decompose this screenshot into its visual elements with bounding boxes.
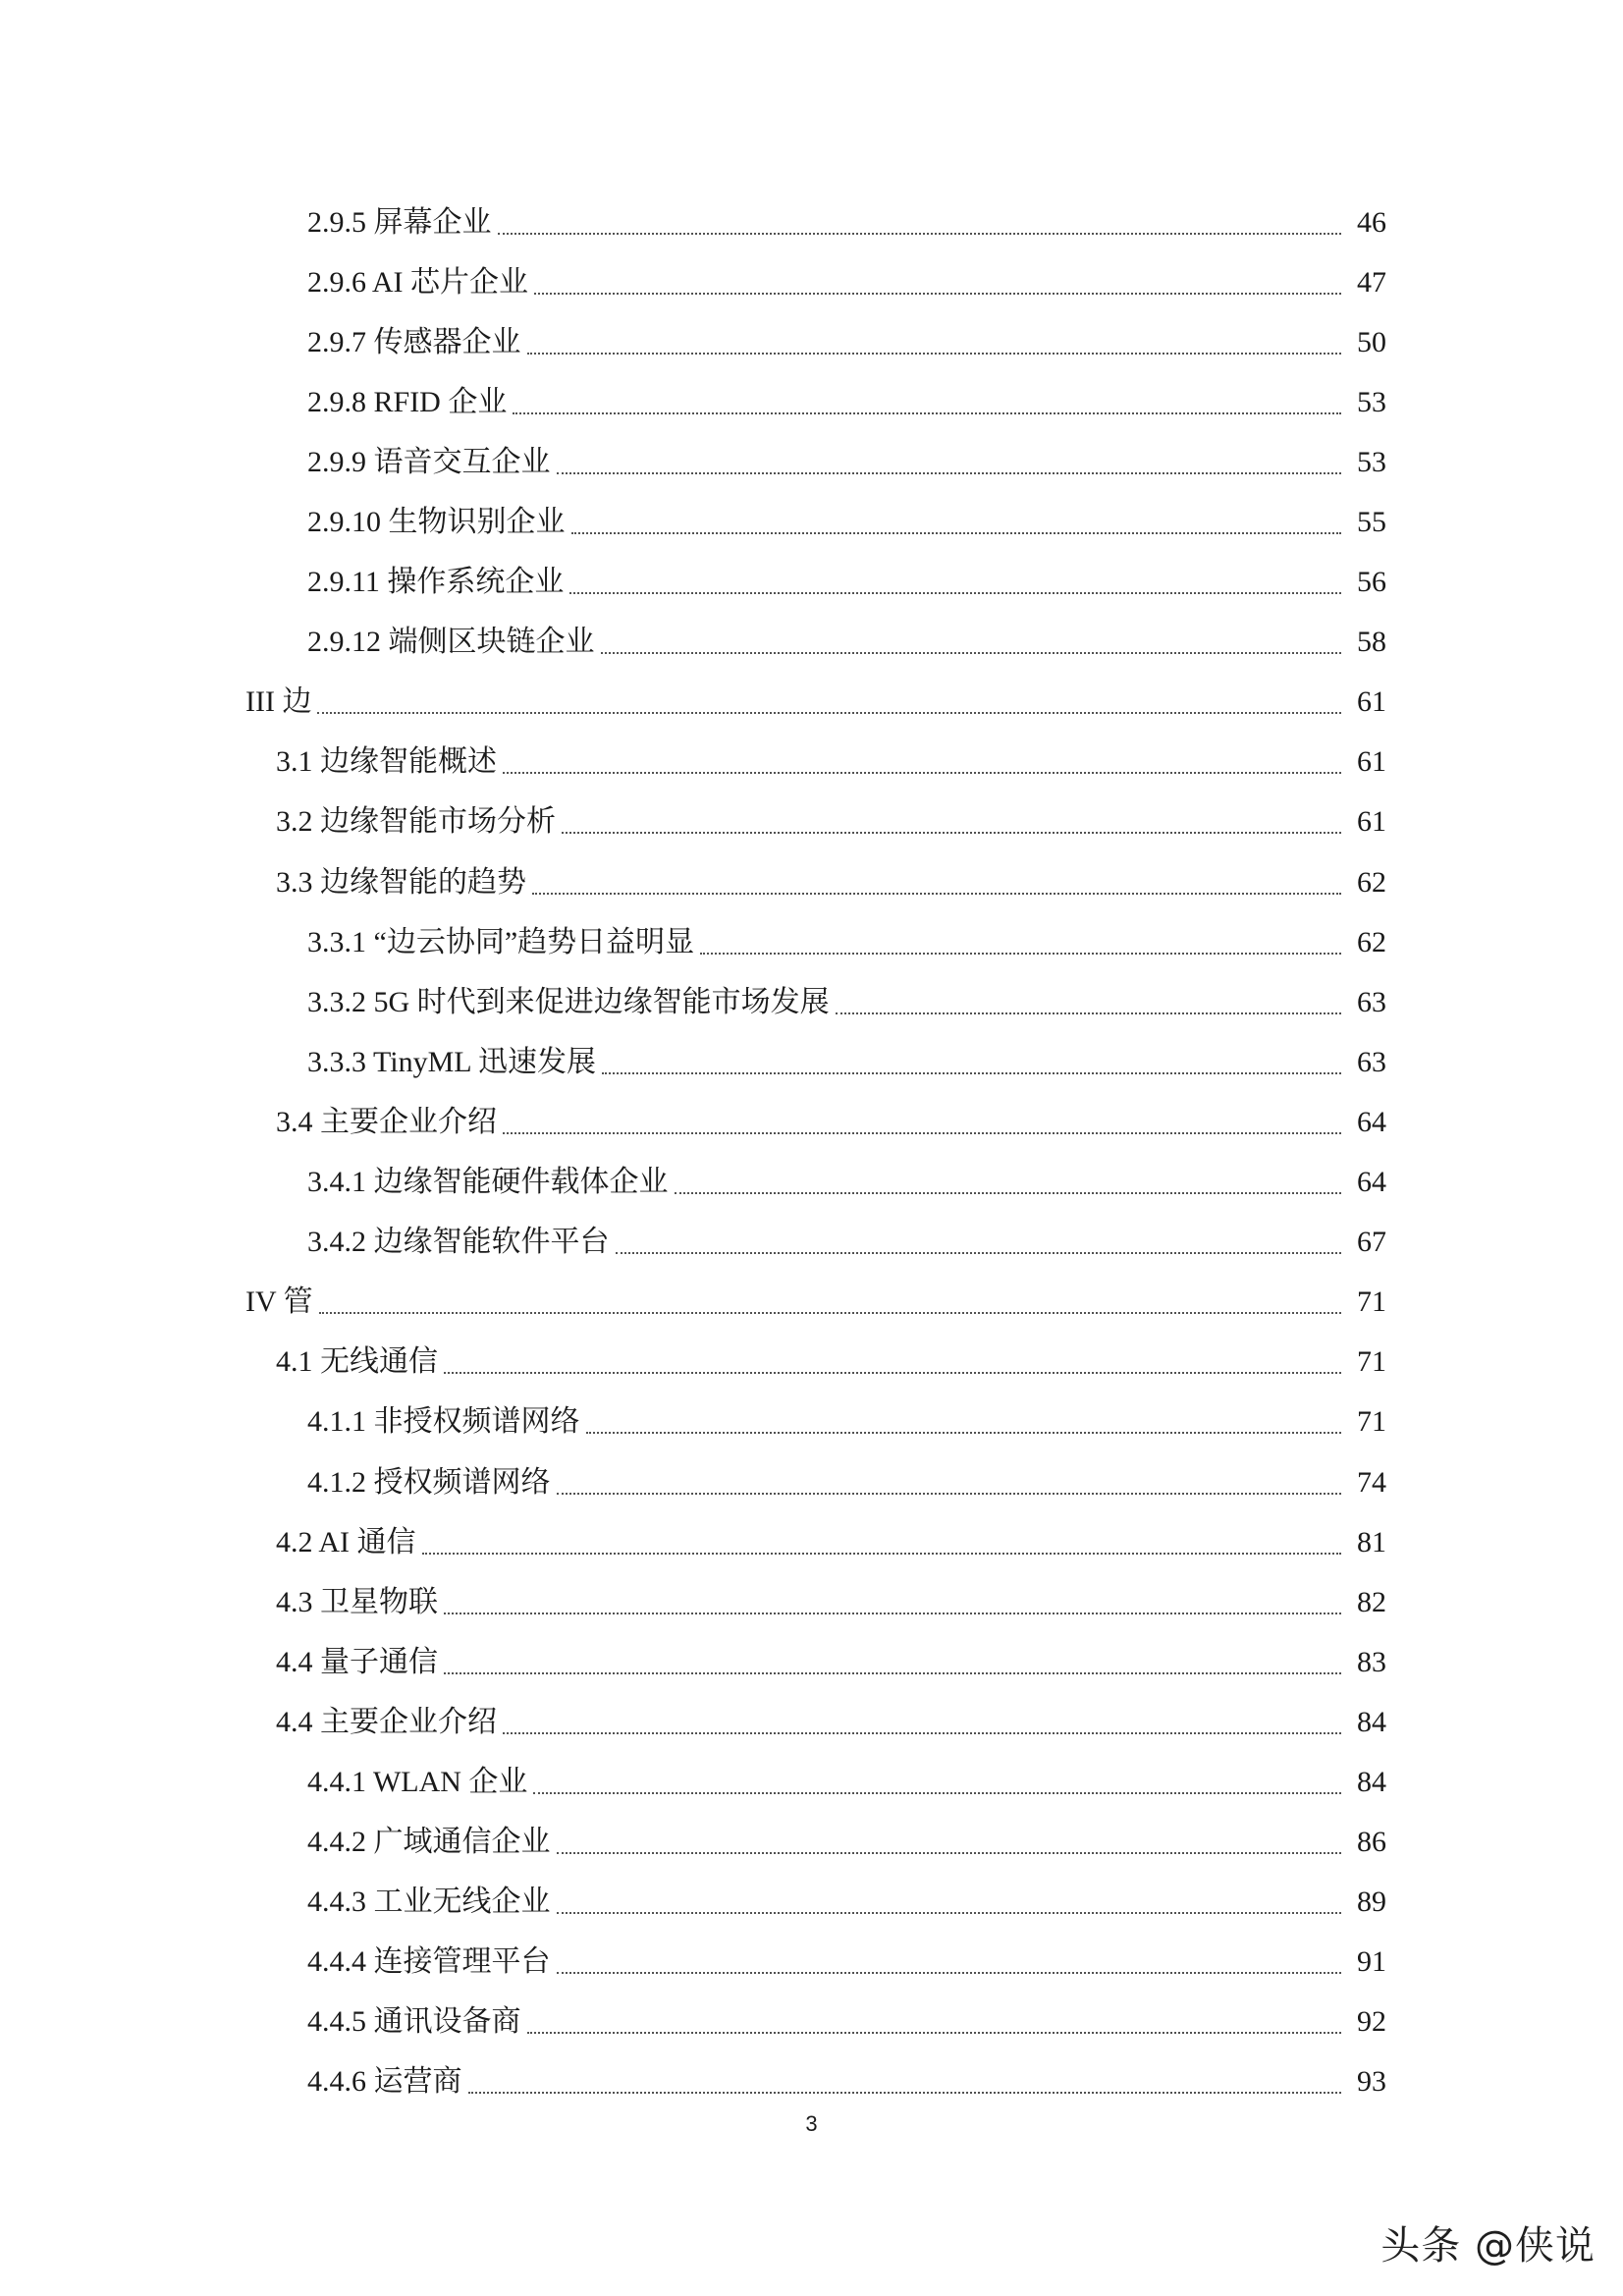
toc-entry-page: 86: [1357, 1826, 1386, 1859]
toc-entry[interactable]: [0, 1752, 1623, 1812]
toc-entry-page: 91: [1357, 1945, 1386, 1979]
toc-entry[interactable]: [0, 613, 1623, 673]
toc-entry-title: 4.4.1 WLAN 企业: [307, 1768, 531, 1797]
toc-entry-title: 3.3 边缘智能的趋势: [276, 868, 530, 898]
toc-entry[interactable]: [0, 553, 1623, 613]
dot-leader: [503, 742, 1341, 774]
toc-entry[interactable]: [0, 192, 1623, 252]
toc-entry-page: 47: [1357, 265, 1386, 299]
toc-entry-page: 62: [1357, 925, 1386, 958]
toc-entry-title: 2.9.12 端侧区块链企业: [307, 628, 599, 657]
toc-entry-page: 46: [1357, 205, 1386, 239]
toc-entry-page: 63: [1357, 1045, 1386, 1078]
toc-entry-page: 84: [1357, 1765, 1386, 1798]
dot-leader: [562, 802, 1341, 834]
toc-entry-page: 82: [1357, 1585, 1386, 1618]
toc-entry[interactable]: [0, 492, 1623, 552]
toc-entry[interactable]: [0, 1452, 1623, 1512]
toc-entry-page: 67: [1357, 1226, 1386, 1259]
toc-entry[interactable]: [0, 1092, 1623, 1152]
dot-leader: [317, 683, 1341, 714]
dot-leader: [527, 2002, 1342, 2034]
toc-entry-title: 3.3.3 TinyML 迅速发展: [307, 1048, 600, 1077]
toc-entry-page: 92: [1357, 2005, 1386, 2039]
toc-entry[interactable]: [0, 1692, 1623, 1752]
toc-entry-title: 2.9.7 传感器企业: [307, 328, 525, 357]
dot-leader: [557, 1942, 1342, 1974]
dot-leader: [532, 863, 1341, 895]
toc-entry[interactable]: [0, 1333, 1623, 1393]
toc-entry-title: 2.9.5 屏幕企业: [307, 208, 496, 238]
dot-leader: [557, 443, 1342, 474]
dot-leader: [836, 983, 1341, 1014]
dot-leader: [422, 1523, 1342, 1555]
toc-entry-page: 53: [1357, 385, 1386, 418]
toc-entry-page: 61: [1357, 685, 1386, 719]
toc-entry-title: 4.4.3 工业无线企业: [307, 1887, 555, 1917]
toc-entry[interactable]: [0, 733, 1623, 793]
toc-entry-title: 4.1.2 授权频谱网络: [307, 1468, 555, 1498]
toc-entry-title: 3.4.2 边缘智能软件平台: [307, 1228, 614, 1257]
toc-entry-title: 3.2 边缘智能市场分析: [276, 807, 560, 837]
dot-leader: [444, 1583, 1341, 1614]
dot-leader: [503, 1703, 1341, 1734]
toc-entry-title: 3.1 边缘智能概述: [276, 747, 501, 777]
toc-entry-page: 58: [1357, 626, 1386, 659]
toc-entry[interactable]: [0, 1632, 1623, 1692]
table-of-contents: [0, 192, 1623, 2112]
dot-leader: [319, 1283, 1341, 1314]
dot-leader: [601, 623, 1342, 654]
toc-entry-title: 4.1 无线通信: [276, 1347, 442, 1377]
toc-entry-page: 64: [1357, 1166, 1386, 1199]
toc-entry-page: 56: [1357, 566, 1386, 599]
toc-entry[interactable]: [0, 1993, 1623, 2052]
toc-entry-page: 84: [1357, 1705, 1386, 1738]
toc-entry-page: 71: [1357, 1345, 1386, 1379]
toc-entry-page: 71: [1357, 1405, 1386, 1439]
toc-entry[interactable]: [0, 972, 1623, 1032]
toc-entry-title: 4.4.5 通讯设备商: [307, 2007, 525, 2037]
toc-entry-title: 2.9.9 语音交互企业: [307, 448, 555, 477]
dot-leader: [557, 1883, 1342, 1914]
dot-leader: [444, 1342, 1341, 1374]
watermark: 头条 @侠说: [1380, 2223, 1596, 2269]
toc-entry-page: 93: [1357, 2065, 1386, 2099]
toc-entry-title: 4.4.4 连接管理平台: [307, 1947, 555, 1977]
toc-entry-title: 4.4 量子通信: [276, 1648, 442, 1677]
toc-entry-title: 3.3.2 5G 时代到来促进边缘智能市场发展: [307, 988, 834, 1017]
toc-entry-page: 61: [1357, 805, 1386, 839]
toc-entry-page: 62: [1357, 865, 1386, 899]
toc-entry-title: 4.4 主要企业介绍: [276, 1708, 501, 1737]
toc-entry[interactable]: [0, 1153, 1623, 1213]
dot-leader: [498, 203, 1342, 235]
toc-entry[interactable]: [0, 1393, 1623, 1452]
toc-entry-page: 83: [1357, 1645, 1386, 1678]
toc-entry[interactable]: [0, 1933, 1623, 1993]
toc-entry-page: 89: [1357, 1886, 1386, 1919]
toc-entry[interactable]: [0, 1813, 1623, 1873]
toc-entry[interactable]: [0, 1873, 1623, 1933]
dot-leader: [700, 923, 1341, 955]
dot-leader: [527, 323, 1342, 355]
toc-entry-title: 4.1.1 非授权频谱网络: [307, 1407, 584, 1437]
toc-entry[interactable]: [0, 1032, 1623, 1092]
dot-leader: [557, 1463, 1342, 1495]
dot-leader: [513, 383, 1341, 414]
toc-entry[interactable]: [0, 673, 1623, 733]
dot-leader: [557, 1823, 1342, 1854]
toc-entry-page: 63: [1357, 985, 1386, 1018]
toc-entry-page: 61: [1357, 745, 1386, 779]
dot-leader: [569, 563, 1341, 594]
toc-entry-title: 4.3 卫星物联: [276, 1588, 442, 1617]
toc-entry-title: 2.9.6 AI 芯片企业: [307, 268, 532, 298]
toc-entry[interactable]: [0, 1213, 1623, 1273]
toc-entry-page: 64: [1357, 1105, 1386, 1138]
toc-entry[interactable]: [0, 1512, 1623, 1572]
toc-entry[interactable]: [0, 912, 1623, 972]
toc-entry-page: 71: [1357, 1285, 1386, 1319]
toc-entry[interactable]: [0, 1572, 1623, 1632]
toc-entry-page: 81: [1357, 1525, 1386, 1558]
toc-entry[interactable]: [0, 2052, 1623, 2112]
toc-entry[interactable]: [0, 432, 1623, 492]
toc-entry-title: IV 管: [245, 1287, 317, 1317]
toc-entry-page: 50: [1357, 325, 1386, 358]
page-number: 3: [805, 2111, 818, 2136]
dot-leader: [571, 503, 1342, 534]
toc-entry-title: 2.9.10 生物识别企业: [307, 508, 569, 537]
toc-entry-page: 55: [1357, 506, 1386, 539]
toc-entry-title: 4.2 AI 通信: [276, 1528, 420, 1558]
toc-entry-title: 4.4.2 广域通信企业: [307, 1828, 555, 1857]
toc-entry-page: 74: [1357, 1465, 1386, 1499]
toc-entry-title: 3.4 主要企业介绍: [276, 1108, 501, 1137]
toc-entry-title: III 边: [245, 687, 315, 717]
toc-entry[interactable]: [0, 372, 1623, 432]
toc-entry[interactable]: [0, 252, 1623, 312]
dot-leader: [616, 1223, 1342, 1254]
dot-leader: [533, 1763, 1341, 1794]
dot-leader: [503, 1103, 1341, 1134]
toc-entry-title: 3.4.1 边缘智能硬件载体企业: [307, 1168, 673, 1197]
toc-entry[interactable]: [0, 852, 1623, 912]
toc-entry-page: 53: [1357, 445, 1386, 478]
toc-entry[interactable]: [0, 793, 1623, 852]
toc-entry[interactable]: [0, 312, 1623, 372]
dot-leader: [444, 1643, 1341, 1674]
toc-entry[interactable]: [0, 1273, 1623, 1333]
toc-entry-title: 2.9.8 RFID 企业: [307, 388, 511, 417]
toc-entry-title: 2.9.11 操作系统企业: [307, 568, 568, 597]
dot-leader: [602, 1043, 1341, 1074]
toc-entry-title: 4.4.6 运营商: [307, 2067, 466, 2097]
dot-leader: [675, 1163, 1342, 1194]
dot-leader: [586, 1402, 1342, 1434]
toc-entry-title: 3.3.1 “边云协同”趋势日益明显: [307, 928, 698, 957]
dot-leader: [468, 2062, 1342, 2094]
dot-leader: [534, 263, 1341, 295]
